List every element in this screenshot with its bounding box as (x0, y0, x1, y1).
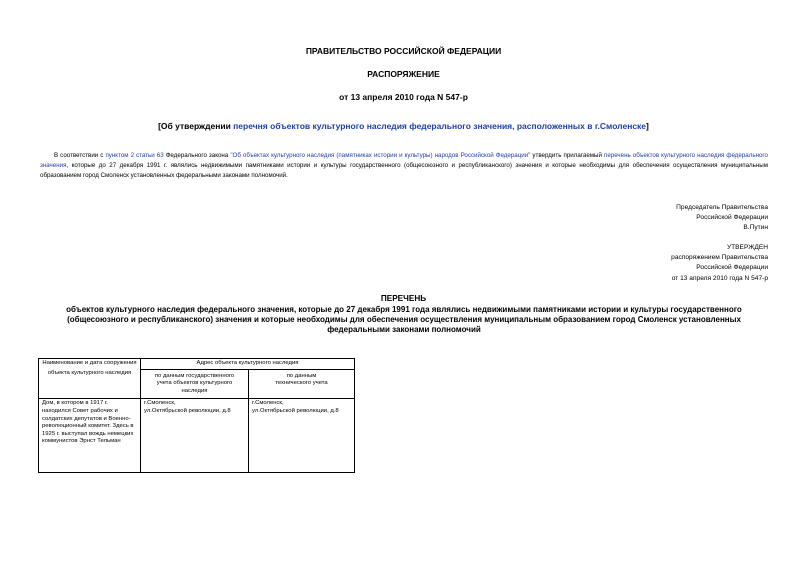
body-text-1: В соответствии с (54, 152, 106, 159)
row-object-name: Дом, в котором в 1917 г. находился Совет рабочих и солдатских депутатов и Военно-революционный комитет. Здесь в 1925 г. выступал вождь немецких коммунистов Эрнст Тельман (39, 399, 141, 473)
approval-line-1: УТВЕРЖДЕН (726, 244, 768, 251)
header-state-registry: по данным государственного учета объектов культурного наследия (141, 369, 249, 399)
signature-line-3: В.Путин (743, 224, 768, 232)
row-address-state-city: г.Смоленск, (144, 400, 176, 407)
signature-line-1: Председатель Правительства (676, 204, 768, 211)
approval-line-2: распоряжением Правительства (671, 254, 768, 262)
body-text-3: утвердить прилагаемый (530, 152, 604, 159)
row-address-state (141, 399, 249, 473)
government-title: ПРАВИТЕЛЬСТВО РОССИЙСКОЙ ФЕДЕРАЦИИ (305, 46, 502, 56)
body-paragraph (40, 151, 768, 182)
title-link[interactable]: перечня объектов культурного наследия федерального значения, расположенных в г.Смоленске (233, 121, 647, 131)
heritage-table (38, 358, 355, 473)
header-object-name-a: Наименование и дата сооружения (42, 360, 137, 366)
approval-line-3: Российской Федерации (696, 264, 768, 272)
body-link-article[interactable]: пунктом 2 статьи 63 (105, 152, 164, 159)
signature-line-2: Российской Федерации (696, 214, 768, 222)
body-text-4: , которые до 27 декабря 1991 г. являлись недвижимыми памятниками истории и культуры государственного (общесоюзного и республиканского) значения и которые необходимы для обеспечения осуществления муниципальным образованием город Смоленск установленных федеральными законами полномочий. (40, 162, 768, 180)
approval-block (560, 243, 768, 284)
header-object-name (39, 359, 141, 399)
list-title: ПЕРЕЧЕНЬ (380, 294, 427, 303)
title-open: [Об утверждении (158, 121, 234, 131)
list-subtitle: объектов культурного наследия федерального значения, которые до 27 декабря 1991 года являлись недвижимыми памятниками истории и культуры государственного (общесоюзного и республиканского) значения и которые необходимы для обеспечения осуществления муниципальным образованием город Смоленск установленных федеральными законами полномочий (66, 305, 742, 335)
document-date-number: от 13 апреля 2010 года N 547-р (339, 92, 468, 102)
signature-block (560, 203, 768, 234)
header-technical-registry: по данным технического учета (249, 369, 355, 399)
header-object-name-b: объекта культурного наследия (47, 369, 132, 376)
body-link-list[interactable]: перечень объектов культурного наследия федерального значения (40, 152, 768, 170)
header-address: Адрес объекта культурного наследия (141, 359, 355, 370)
table-row (39, 399, 355, 473)
body-text-2: Федерального закона (163, 152, 231, 159)
approval-line-4: от 13 апреля 2010 года N 547-р (671, 274, 768, 282)
document-title (0, 121, 807, 131)
body-link-law[interactable]: "Об объектах культурного наследия (памятниках истории и культуры) народов Российской Федерации" (230, 152, 531, 159)
row-address-tech-city: г.Смоленск, (252, 400, 284, 407)
title-close: ] (646, 121, 649, 131)
document-type: РАСПОРЯЖЕНИЕ (367, 69, 440, 79)
row-address-state-street: ул.Октябрьской революции, д.8 (144, 407, 231, 414)
row-address-technical (249, 399, 355, 473)
row-address-tech-street: ул.Октябрьской революции, д.8 (252, 407, 339, 414)
